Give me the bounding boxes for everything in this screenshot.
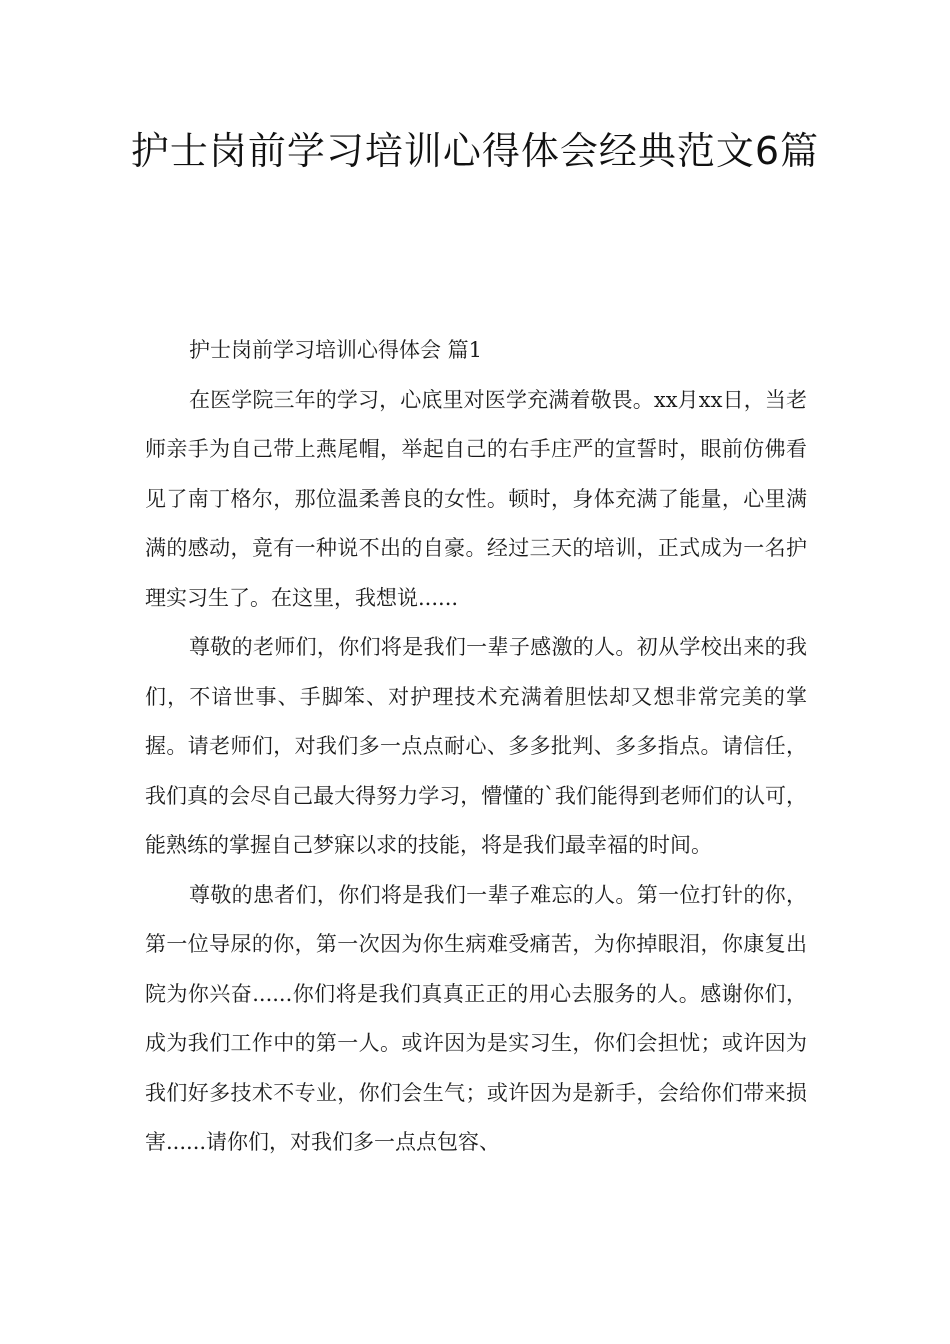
document-body [145,326,807,1168]
body-paragraph-1: 在医学院三年的学习，心底里对医学充满着敬畏。xx月xx日，当老师亲手为自己带上燕尾帽，举起自己的右手庄严的宣誓时，眼前仿佛看见了南丁格尔，那位温柔善良的女性。顿时，身体充满了能量，心里满满的感动，竟有一种说不出的自豪。经过三天的培训，正式成为一名护理实习生了。在这里，我想说...... [145,387,807,610]
body-paragraph-3: 尊敬的患者们，你们将是我们一辈子难忘的人。第一位打针的你，第一位导尿的你，第一次因为你生病难受痛苦，为你掉眼泪，你康复出院为你兴奋......你们将是我们真真正正的用心去服务的人。感谢你们，成为我们工作中的第一人。或许因为是实习生，你们会担忧；或许因为我们好多技术不专业，你们会生气；或许因为是新手，会给你们带来损害......请你们，对我们多一点点包容、 [145,882,807,1154]
body-paragraph-2: 尊敬的老师们，你们将是我们一辈子感激的人。初从学校出来的我们，不谙世事、手脚笨、对护理技术充满着胆怯却又想非常完美的掌握。请老师们，对我们多一点点耐心、多多批判、多多指点。请信任，我们真的会尽自己最大得努力学习，懵懂的`我们能得到老师们的认可，能熟练的掌握自己梦寐以求的技能，将是我们最幸福的时间。 [145,635,807,857]
section-heading: 护士岗前学习培训心得体会 篇1 [189,338,483,362]
document-title: 护士岗前学习培训心得体会经典范文6篇 [130,129,820,173]
